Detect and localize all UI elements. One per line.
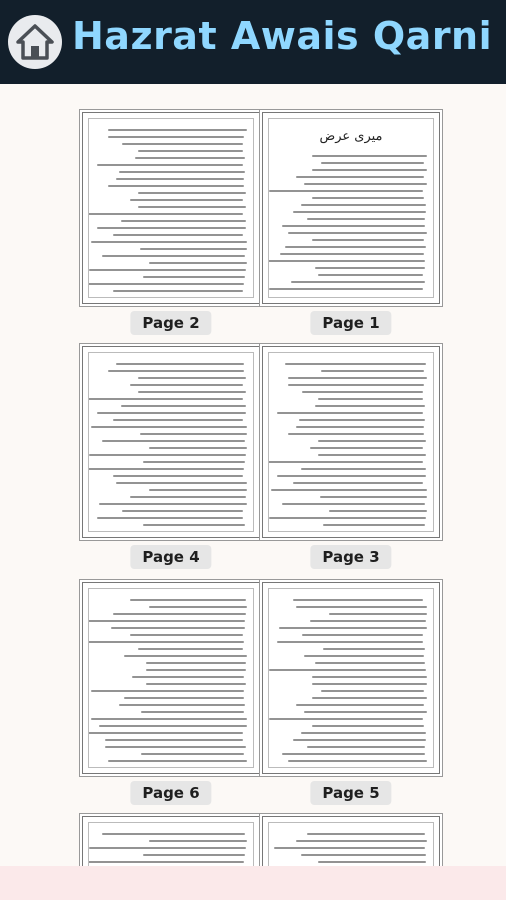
page-thumbnail-card[interactable] <box>82 112 260 332</box>
scan-text-line <box>113 475 243 477</box>
page-text-scan <box>268 352 434 532</box>
scan-text-line <box>89 269 246 271</box>
scan-text-line <box>312 169 427 171</box>
scan-text-line <box>113 234 243 236</box>
scan-text-line <box>88 468 244 470</box>
scan-text-line <box>315 267 425 269</box>
scan-text-line <box>301 468 426 470</box>
scan-text-line <box>312 155 427 157</box>
scan-text-line <box>130 599 246 601</box>
scan-text-line <box>318 274 423 276</box>
scan-text-line <box>113 419 243 421</box>
page-text-scan <box>268 822 434 866</box>
scan-text-line <box>323 524 425 526</box>
scan-text-line <box>288 377 427 379</box>
scan-text-line <box>132 676 244 678</box>
page-thumbnail-image[interactable] <box>262 582 440 774</box>
scan-text-line <box>310 620 426 622</box>
scan-text-line <box>122 510 243 512</box>
scan-text-line <box>293 211 426 213</box>
page-thumbnail-image[interactable] <box>82 112 260 304</box>
scan-text-line <box>89 847 246 849</box>
scan-text-line <box>146 669 246 671</box>
scan-text-line <box>149 606 247 608</box>
page-label[interactable]: Page 6 <box>130 781 211 805</box>
scan-text-line <box>130 496 246 498</box>
page-thumbnail-card[interactable] <box>82 816 260 866</box>
scan-text-line <box>149 447 247 449</box>
scan-text-line <box>288 232 427 234</box>
page-thumbnail-card[interactable] <box>82 346 260 566</box>
scan-text-line <box>116 178 244 180</box>
scan-text-line <box>312 197 424 199</box>
home-button[interactable] <box>8 15 62 69</box>
page-label[interactable]: Page 3 <box>310 545 391 569</box>
scan-text-line <box>108 129 247 131</box>
scan-text-line <box>269 718 423 720</box>
scan-text-line <box>293 599 423 601</box>
scan-text-line <box>138 192 246 194</box>
scan-text-line <box>113 290 243 292</box>
scan-text-line <box>301 204 426 206</box>
scan-text-line <box>269 669 426 671</box>
scan-text-line <box>146 662 246 664</box>
scan-text-line <box>97 412 246 414</box>
scan-text-line <box>97 227 246 229</box>
scan-text-line <box>89 454 246 456</box>
scan-text-line <box>113 613 246 615</box>
page-thumbnail-image[interactable] <box>82 346 260 538</box>
scan-text-line <box>130 384 243 386</box>
home-icon <box>15 23 55 61</box>
scan-text-line <box>315 662 425 664</box>
page-grid-container[interactable] <box>0 84 506 866</box>
scan-text-line <box>88 641 244 643</box>
scan-text-line <box>304 711 427 713</box>
page-label[interactable]: Page 5 <box>310 781 391 805</box>
page-label[interactable]: Page 1 <box>310 311 391 335</box>
scan-text-line <box>138 391 246 393</box>
scan-text-line <box>271 489 427 491</box>
scan-text-line <box>288 760 427 762</box>
page-text-scan <box>88 118 254 298</box>
scan-text-line <box>329 510 427 512</box>
scan-text-line <box>91 426 247 428</box>
app-title: Hazrat Awais Qarni <box>72 14 493 58</box>
scan-text-line <box>91 241 247 243</box>
scan-text-line <box>312 676 427 678</box>
page-thumbnail-image[interactable] <box>262 346 440 538</box>
scan-text-line <box>321 690 424 692</box>
scan-text-line <box>329 613 427 615</box>
scan-text-line <box>97 164 243 166</box>
scan-text-line <box>304 183 427 185</box>
scan-text-line <box>140 248 247 250</box>
scan-text-line <box>296 176 424 178</box>
scan-text-line <box>293 482 423 484</box>
page-thumbnail-image[interactable] <box>82 582 260 774</box>
page-thumbnail-card[interactable] <box>262 346 440 566</box>
scan-text-line <box>143 461 245 463</box>
scan-text-line <box>312 725 424 727</box>
scan-text-line <box>105 746 246 748</box>
page-heading: ﻣﯿﺮﯼ ﻋﺮﺽ <box>319 129 383 144</box>
page-thumbnail-card[interactable] <box>262 112 440 332</box>
scan-text-line <box>268 461 423 463</box>
scan-text-line <box>291 281 425 283</box>
scan-text-line <box>111 627 245 629</box>
scan-text-line <box>279 627 427 629</box>
scan-text-line <box>88 620 245 622</box>
scan-text-line <box>138 206 246 208</box>
scan-text-line <box>149 840 247 842</box>
scan-text-line <box>140 433 247 435</box>
scan-text-line <box>282 503 425 505</box>
scan-text-line <box>141 753 244 755</box>
page-thumbnail-card[interactable] <box>262 816 440 866</box>
page-thumbnail-card[interactable] <box>262 582 440 802</box>
scan-text-line <box>310 447 423 449</box>
scan-text-line <box>135 157 245 159</box>
scan-text-line <box>143 854 245 856</box>
scan-text-line <box>268 260 425 262</box>
scan-text-line <box>285 246 426 248</box>
scan-text-line <box>130 634 243 636</box>
scan-text-line <box>296 426 424 428</box>
scan-text-line <box>97 517 243 519</box>
scan-text-line <box>130 199 243 201</box>
scan-text-line <box>99 725 247 727</box>
scan-text-line <box>108 370 244 372</box>
scan-text-line <box>320 496 427 498</box>
scan-text-line <box>116 482 247 484</box>
scan-text-line <box>121 405 246 407</box>
bottom-banner-area <box>0 866 506 900</box>
scan-text-line <box>318 454 426 456</box>
scan-text-line <box>138 150 243 152</box>
scan-text-line <box>102 255 245 257</box>
scan-text-line <box>119 171 245 173</box>
scan-text-line <box>301 732 426 734</box>
scan-text-line <box>315 405 425 407</box>
app-header <box>0 0 506 84</box>
scan-text-line <box>138 648 243 650</box>
page-thumbnail-image[interactable] <box>262 816 440 866</box>
scan-text-line <box>269 288 423 290</box>
scan-text-line <box>122 143 243 145</box>
page-label[interactable]: Page 4 <box>130 545 211 569</box>
scan-text-line <box>119 704 245 706</box>
page-text-scan <box>268 588 434 768</box>
scan-text-line <box>88 732 243 734</box>
scan-text-line <box>318 440 426 442</box>
scan-text-line <box>149 262 247 264</box>
scan-text-line <box>288 384 424 386</box>
scan-text-line <box>282 753 425 755</box>
scan-text-line <box>91 690 244 692</box>
scan-text-line <box>124 655 247 657</box>
scan-text-line <box>277 412 423 414</box>
scan-text-line <box>301 854 426 856</box>
scan-text-line <box>121 220 246 222</box>
scan-text-line <box>312 239 424 241</box>
scan-text-line <box>88 283 244 285</box>
page-text-scan <box>88 588 254 768</box>
scan-text-line <box>269 517 426 519</box>
scan-text-line <box>102 833 245 835</box>
scan-text-line <box>146 683 246 685</box>
scan-text-line <box>269 190 423 192</box>
scan-text-line <box>323 648 425 650</box>
scan-text-line <box>124 697 244 699</box>
scan-text-line <box>108 185 244 187</box>
scan-text-line <box>302 391 423 393</box>
scan-text-line <box>307 746 425 748</box>
scan-text-line <box>88 398 243 400</box>
scan-text-line <box>143 276 245 278</box>
scan-text-line <box>138 377 246 379</box>
scan-text-line <box>321 370 424 372</box>
scan-text-line <box>280 253 424 255</box>
scan-text-line <box>299 419 425 421</box>
scan-text-line <box>91 718 247 720</box>
scan-text-line <box>141 711 244 713</box>
scan-text-line <box>108 760 247 762</box>
scan-text-line <box>296 840 427 842</box>
scan-text-line <box>149 489 247 491</box>
scan-text-line <box>302 634 423 636</box>
page-thumbnail-card[interactable] <box>82 582 260 802</box>
scan-text-line <box>304 655 424 657</box>
scan-text-line <box>285 363 426 365</box>
scan-text-line <box>293 739 426 741</box>
page-text-scan <box>88 352 254 532</box>
scan-text-line <box>99 503 247 505</box>
scan-text-line <box>277 641 423 643</box>
scan-text-line <box>321 162 424 164</box>
scan-text-line <box>318 861 426 863</box>
page-label[interactable]: Page 2 <box>130 311 211 335</box>
scan-text-line <box>108 136 244 138</box>
scan-text-line <box>105 739 243 741</box>
scan-text-line <box>312 697 427 699</box>
scan-text-line <box>312 683 427 685</box>
scan-text-line <box>102 440 245 442</box>
scan-text-line <box>288 433 424 435</box>
scan-text-line <box>88 861 244 863</box>
scan-text-line <box>318 398 423 400</box>
scan-text-line <box>296 704 424 706</box>
scan-text-line <box>88 213 243 215</box>
page-text-scan <box>268 118 434 298</box>
scan-text-line <box>143 524 245 526</box>
scan-text-line <box>116 363 244 365</box>
scan-text-line <box>282 225 425 227</box>
scan-text-line <box>296 606 427 608</box>
page-thumbnail-image[interactable] <box>82 816 260 866</box>
page-thumbnail-image[interactable] <box>262 112 440 304</box>
scan-text-line <box>274 847 425 849</box>
scan-text-line <box>307 218 425 220</box>
scan-text-line <box>277 475 426 477</box>
scan-text-line <box>307 833 425 835</box>
page-text-scan <box>88 822 254 866</box>
